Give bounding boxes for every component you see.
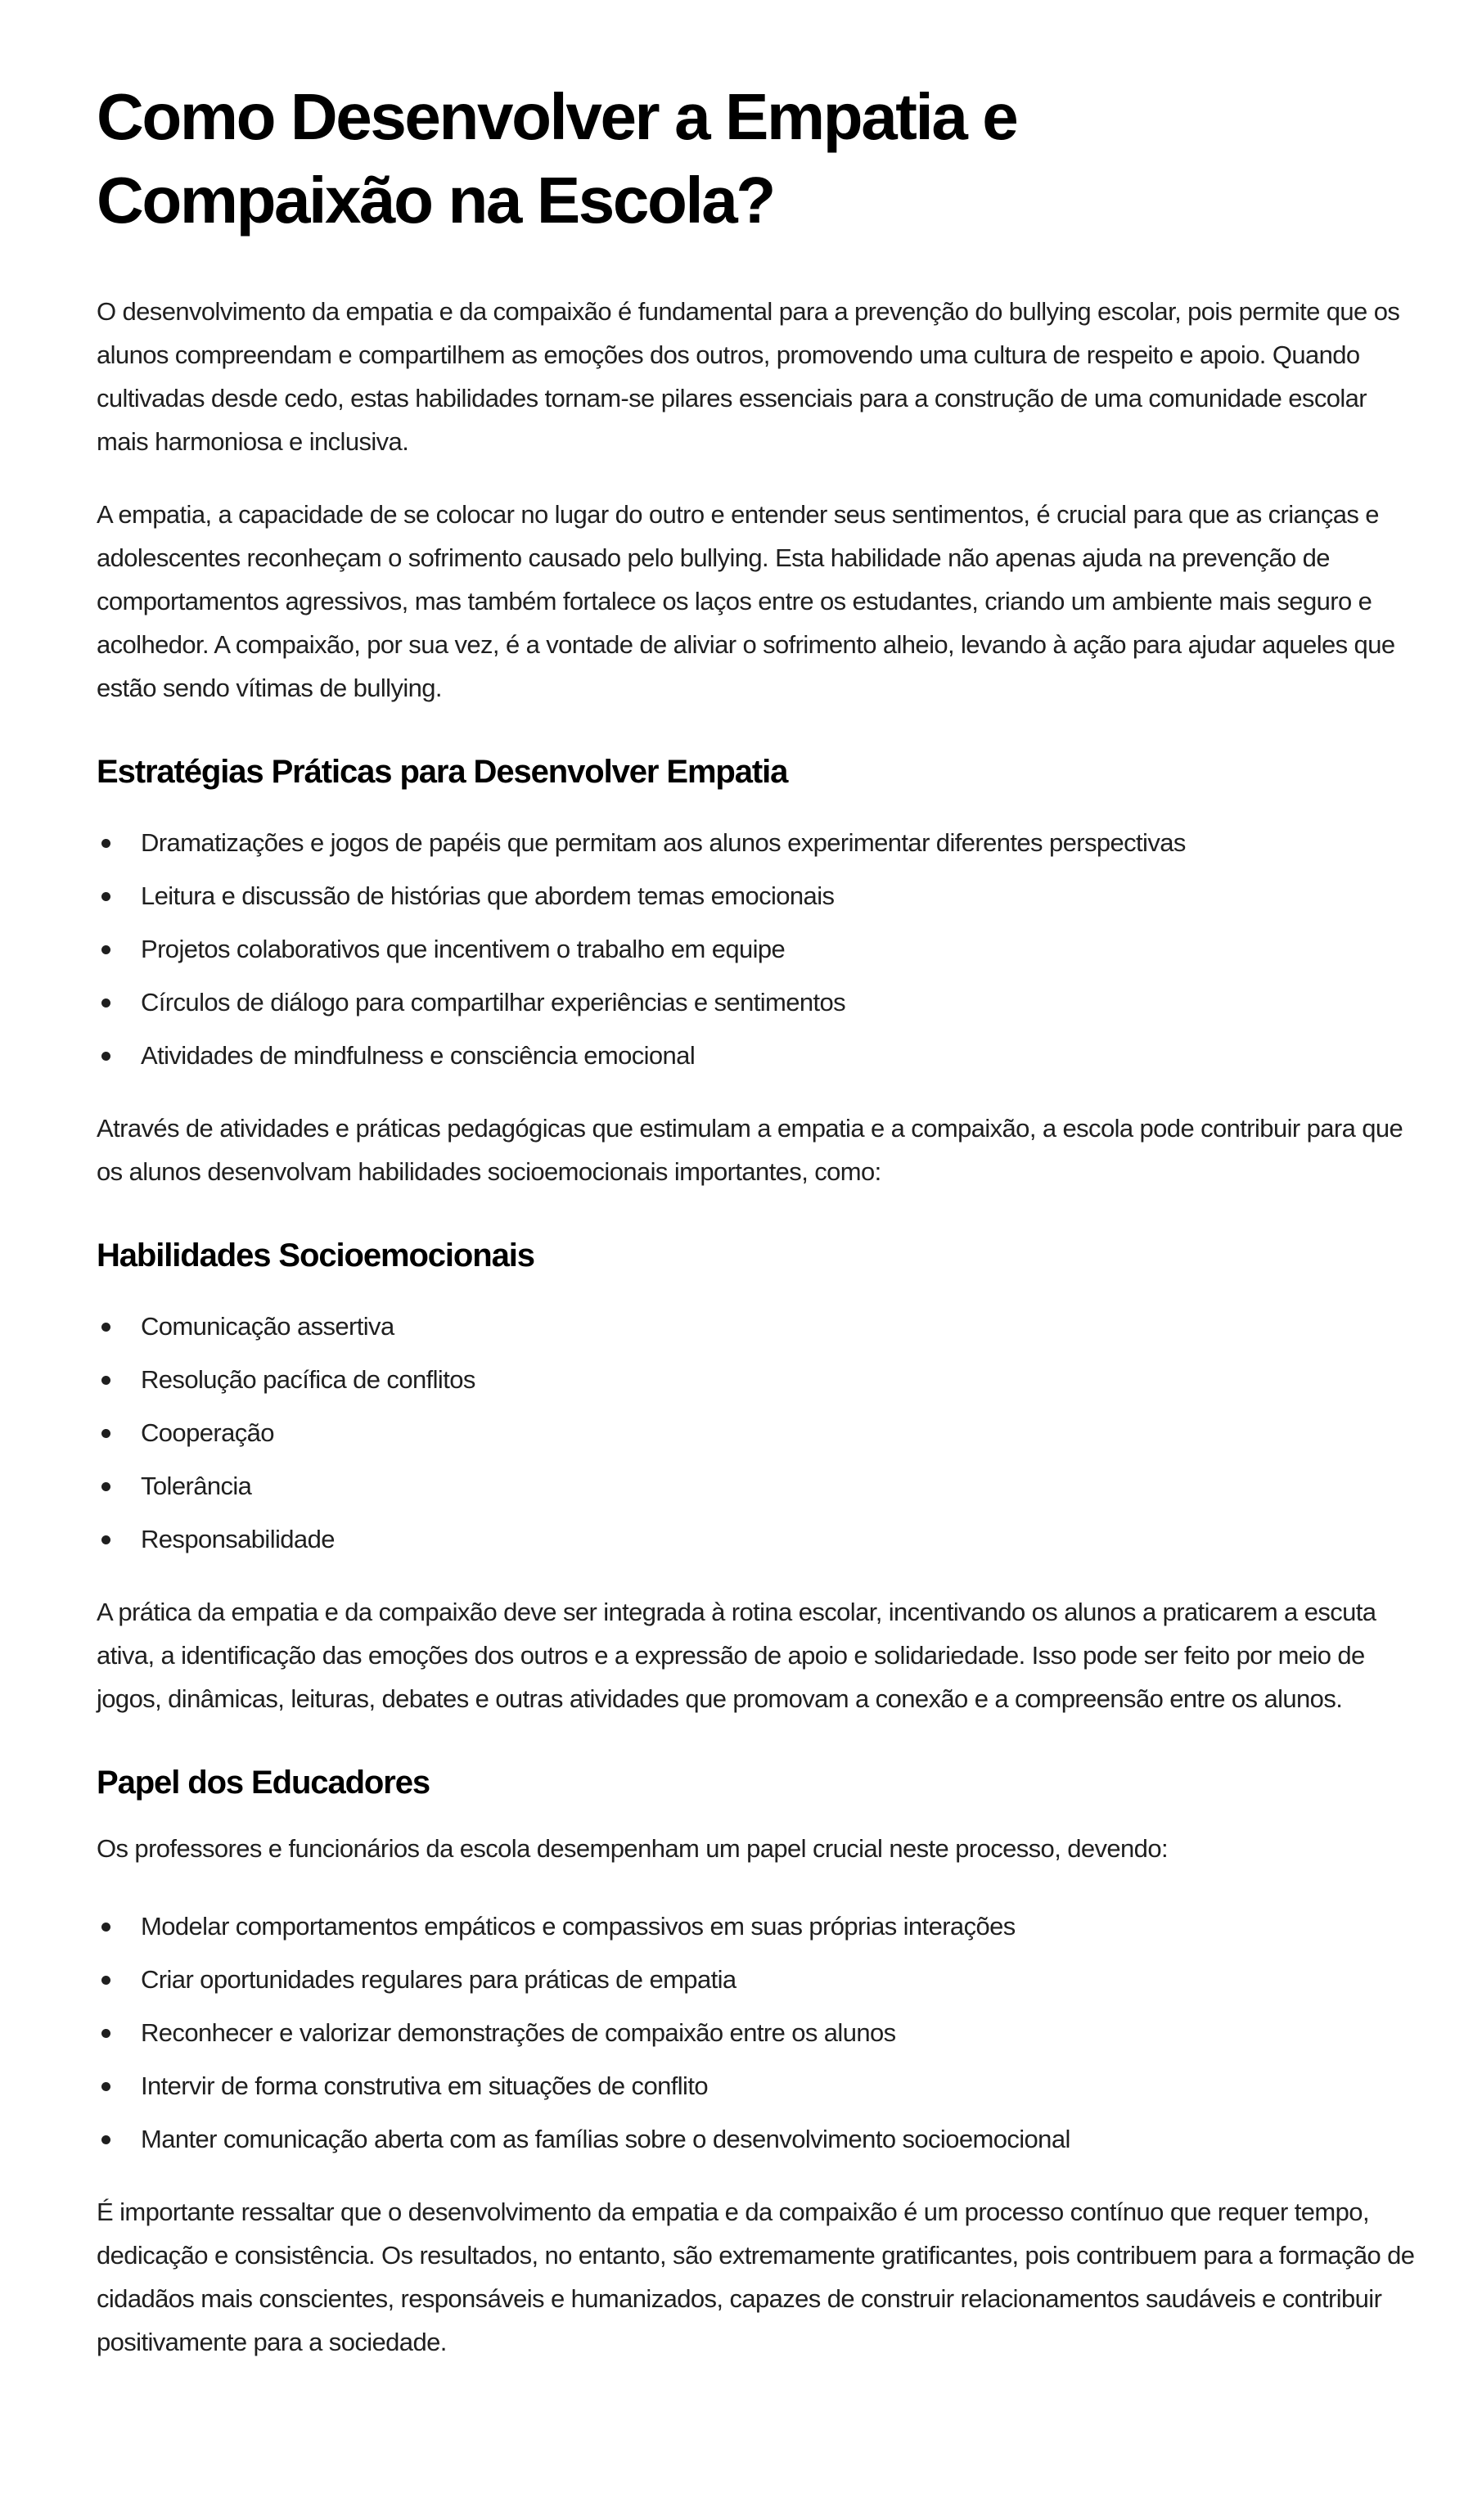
intro-paragraph-1: O desenvolvimento da empatia e da compaixão é fundamental para a prevenção do bullying escolar, pois permite que os alunos compreendam e compartilhem as emoções dos outros, promovendo uma cultura de respeito e apoio. Quando cultivadas desde cedo, estas habilidades tornam-se pilares essenciais para a construção de uma comunidade escolar mais harmoniosa e inclusiva.: [97, 297, 1400, 456]
bullet-icon: [101, 1976, 110, 1985]
list-item-text: Modelar comportamentos empáticos e compassivos em suas próprias interações: [141, 1912, 1016, 1941]
list-item: [97, 2059, 1399, 2112]
list-item: [97, 922, 1399, 976]
skills-followup-paragraph: A prática da empatia e da compaixão deve ser integrada à rotina escolar, incentivando os alunos a praticarem a escuta ativa, a identificação das emoções dos outros e a expressão de apoio e solidariedade. Isso pode ser feito por meio de jogos, dinâmicas, leituras, debates e outras atividades que promovam a conexão e a compreensão entre os alunos.: [97, 1598, 1376, 1713]
bullet-icon: [101, 892, 110, 901]
list-item-text: Resolução pacífica de conflitos: [141, 1365, 475, 1394]
educators-intro-paragraph: Os professores e funcionários da escola desempenham um papel crucial neste processo, devendo:: [97, 1834, 1168, 1863]
bullet-icon: [101, 945, 110, 954]
list-item-text: Projetos colaborativos que incentivem o trabalho em equipe: [141, 935, 786, 963]
educators-list: [97, 1900, 1399, 2166]
list-item-text: Comunicação assertiva: [141, 1312, 394, 1341]
list-item-text: Atividades de mindfulness e consciência emocional: [141, 1041, 696, 1070]
list-item-text: Criar oportunidades regulares para práticas de empatia: [141, 1965, 736, 1994]
bullet-icon: [101, 1323, 110, 1332]
list-item-text: Tolerância: [141, 1472, 252, 1500]
list-item: [97, 1459, 1399, 1512]
list-item: [97, 1029, 1399, 1082]
educators-heading: Papel dos Educadores: [97, 1765, 430, 1801]
list-item-text: Leitura e discussão de histórias que abordem temas emocionais: [141, 881, 835, 910]
list-item-text: Círculos de diálogo para compartilhar experiências e sentimentos: [141, 988, 846, 1017]
list-item-text: Dramatizações e jogos de papéis que permitam aos alunos experimentar diferentes perspectivas: [141, 828, 1186, 857]
bullet-icon: [101, 1923, 110, 1932]
list-item: [97, 816, 1399, 869]
list-item-text: Intervir de forma construtiva em situações de conflito: [141, 2071, 708, 2100]
bullet-icon: [101, 1429, 110, 1438]
bullet-icon: [101, 1482, 110, 1491]
list-item: [97, 1406, 1399, 1459]
list-item-text: Reconhecer e valorizar demonstrações de compaixão entre os alunos: [141, 2018, 896, 2047]
bullet-icon: [101, 999, 110, 1008]
list-item: [97, 1512, 1399, 1566]
skills-list: [97, 1300, 1399, 1566]
bullet-icon: [101, 2135, 110, 2144]
bullet-icon: [101, 1376, 110, 1385]
bullet-icon: [101, 1535, 110, 1544]
bullet-icon: [101, 839, 110, 848]
list-item: [97, 1900, 1399, 1953]
list-item: [97, 869, 1399, 922]
strategies-heading: Estratégias Práticas para Desenvolver Empatia: [97, 754, 788, 790]
list-item-text: Manter comunicação aberta com as famílias sobre o desenvolvimento socioemocional: [141, 2125, 1070, 2153]
list-item: [97, 2112, 1399, 2166]
strategies-list: [97, 816, 1399, 1082]
strategies-followup-paragraph: Através de atividades e práticas pedagógicas que estimulam a empatia e a compaixão, a escola pode contribuir para que os alunos desenvolvam habilidades socioemocionais importantes, como:: [97, 1114, 1403, 1186]
list-item-text: Cooperação: [141, 1418, 274, 1447]
bullet-icon: [101, 1052, 110, 1061]
list-item: [97, 976, 1399, 1029]
list-item: [97, 1300, 1399, 1353]
bullet-icon: [101, 2029, 110, 2038]
list-item: [97, 1953, 1399, 2006]
list-item: [97, 2006, 1399, 2059]
bullet-icon: [101, 2082, 110, 2091]
page-title: Como Desenvolver a Empatia e Compaixão na Escola?: [97, 80, 1017, 237]
list-item-text: Responsabilidade: [141, 1525, 335, 1553]
list-item: [97, 1353, 1399, 1406]
skills-heading: Habilidades Socioemocionais: [97, 1237, 534, 1274]
intro-paragraph-2: A empatia, a capacidade de se colocar no lugar do outro e entender seus sentimentos, é crucial para que as crianças e adolescentes reconheçam o sofrimento causado pelo bullying. Esta habilidade não apenas ajuda na prevenção de comportamentos agressivos, mas também fortalece os laços entre os estudantes, criando um ambiente mais seguro e acolhedor. A compaixão, por sua vez, é a vontade de aliviar o sofrimento alheio, levando à ação para ajudar aqueles que estão sendo vítimas de bullying.: [97, 500, 1395, 702]
conclusion-paragraph: É importante ressaltar que o desenvolvimento da empatia e da compaixão é um processo contínuo que requer tempo, dedicação e consistência. Os resultados, no entanto, são extremamente gratificantes, pois contribuem para a formação de cidadãos mais conscientes, responsáveis e humanizados, capazes de construir relacionamentos saudáveis e contribuir positivamente para a sociedade.: [97, 2198, 1415, 2356]
